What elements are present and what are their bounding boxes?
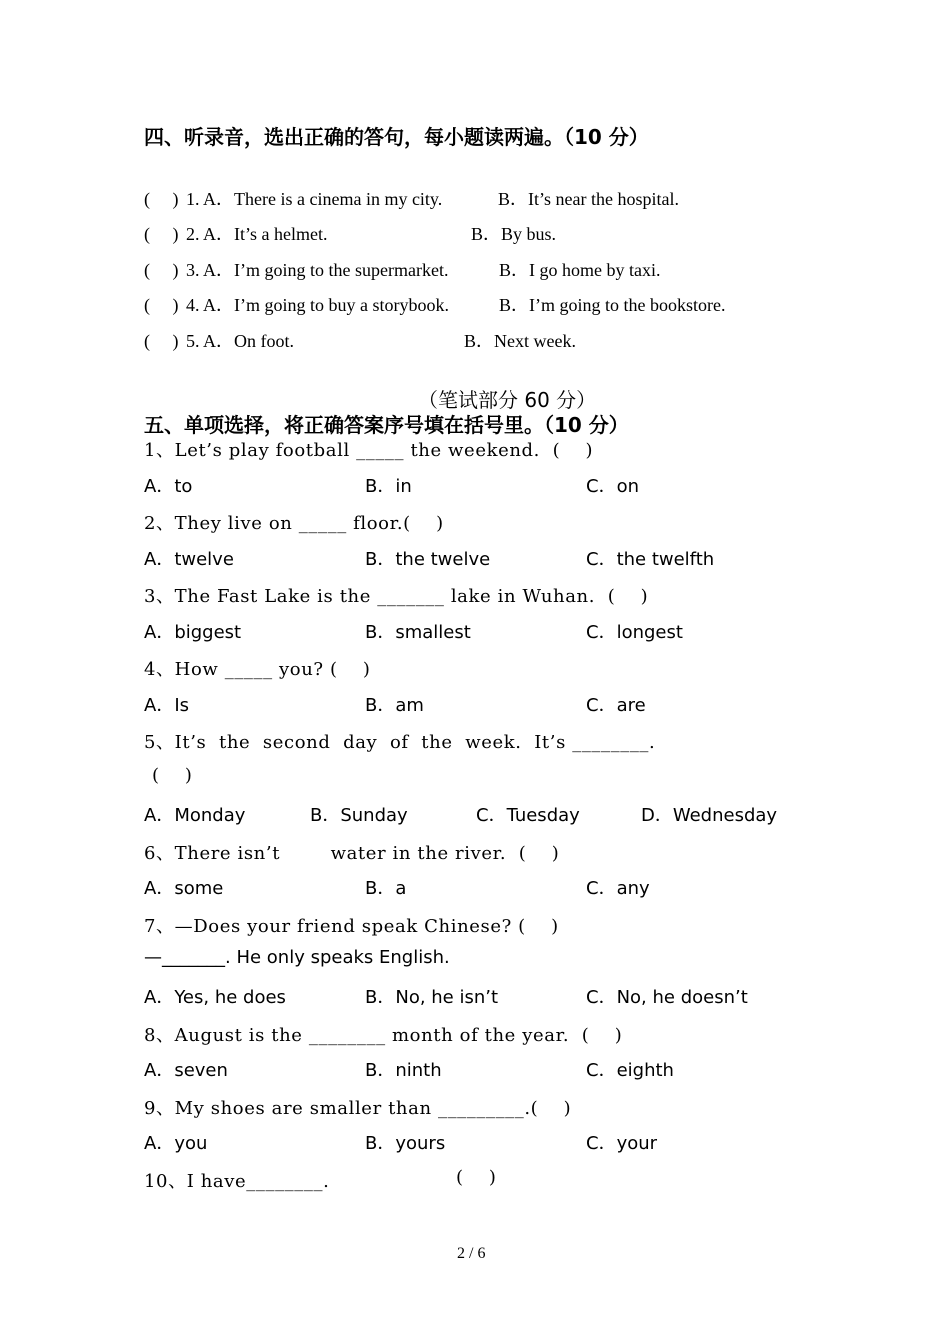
option-b: B．in (365, 476, 412, 497)
question-2: 2、They live on _____ floor.( ) (144, 513, 444, 534)
question-7: 7、—Does your friend speak Chinese? ( ) (144, 916, 559, 937)
option-b: B．a (365, 878, 407, 899)
answer-paren: ( ) (456, 1167, 497, 1188)
option-c: C．Tuesday (476, 805, 580, 826)
option-a: A．Monday (144, 805, 246, 826)
option-a: A．you (144, 1133, 208, 1154)
option-a: A．twelve (144, 549, 234, 570)
option-b: B．ninth (365, 1060, 442, 1081)
written-part-title: （笔试部分 60 分） (418, 388, 597, 412)
option-a: 3. A．I’m going to the supermarket. (186, 260, 449, 280)
option-c: C．eighth (586, 1060, 674, 1081)
option-b: B．am (365, 695, 424, 716)
question-7-line2: —_______. He only speaks English. (144, 947, 450, 968)
question-5: 5、It’s the second day of the week. It’s ________. (144, 732, 656, 753)
question-1: 1、Let’s play football _____ the weekend. ( ) (144, 440, 594, 461)
question-10: 10、I have________. (144, 1171, 330, 1192)
option-b: B．I go home by taxi. (499, 260, 661, 280)
option-b: B．Sunday (310, 805, 408, 826)
answer-paren: ( ) (144, 189, 179, 209)
answer-paren: ( ) (144, 331, 179, 351)
option-a: A．Yes, he does (144, 987, 286, 1008)
question-3: 3、The Fast Lake is the _______ lake in Wuhan. ( ) (144, 586, 649, 607)
option-c: C．longest (586, 622, 683, 643)
answer-paren: ( ) (144, 260, 179, 280)
option-b: B．No, he isn’t (365, 987, 499, 1008)
option-a: 2. A．It’s a helmet. (186, 224, 328, 244)
section4-title: 四、听录音，选出正确的答句，每小题读两遍。（10 分） (144, 125, 649, 149)
option-b: B．smallest (365, 622, 471, 643)
section5-title: 五、单项选择，将正确答案序号填在括号里。（10 分） (144, 413, 629, 437)
answer-paren: ( ) (152, 765, 193, 786)
option-b: B．It’s near the hospital. (498, 189, 679, 209)
option-c: C．on (586, 476, 639, 497)
option-c: C．the twelfth (586, 549, 715, 570)
option-c: C．your (586, 1133, 658, 1154)
option-c: C．any (586, 878, 650, 899)
option-b: B．the twelve (365, 549, 491, 570)
question-4: 4、How _____ you? ( ) (144, 659, 371, 680)
option-a: 4. A．I’m going to buy a storybook. (186, 295, 449, 315)
option-c: C．are (586, 695, 646, 716)
option-a: A．some (144, 878, 224, 899)
option-d: D．Wednesday (641, 805, 778, 826)
option-a: A．to (144, 476, 193, 497)
question-9: 9、My shoes are smaller than _________.( ) (144, 1098, 572, 1119)
option-a: A．Is (144, 695, 189, 716)
option-a: 1. A．There is a cinema in my city. (186, 189, 443, 209)
option-b: B．yours (365, 1133, 446, 1154)
answer-paren: ( ) (144, 224, 179, 244)
question-8: 8、August is the ________ month of the year. ( ) (144, 1025, 623, 1046)
page-number: 2 / 6 (457, 1245, 486, 1262)
option-b: B．I’m going to the bookstore. (499, 295, 726, 315)
option-b: B．Next week. (464, 331, 576, 351)
question-6: 6、There isn’t water in the river. ( ) (144, 843, 560, 864)
option-a: 5. A．On foot. (186, 331, 294, 351)
option-b: B．By bus. (471, 224, 557, 244)
option-c: C．No, he doesn’t (586, 987, 748, 1008)
option-a: A．biggest (144, 622, 242, 643)
answer-paren: ( ) (144, 295, 179, 315)
option-a: A．seven (144, 1060, 228, 1081)
